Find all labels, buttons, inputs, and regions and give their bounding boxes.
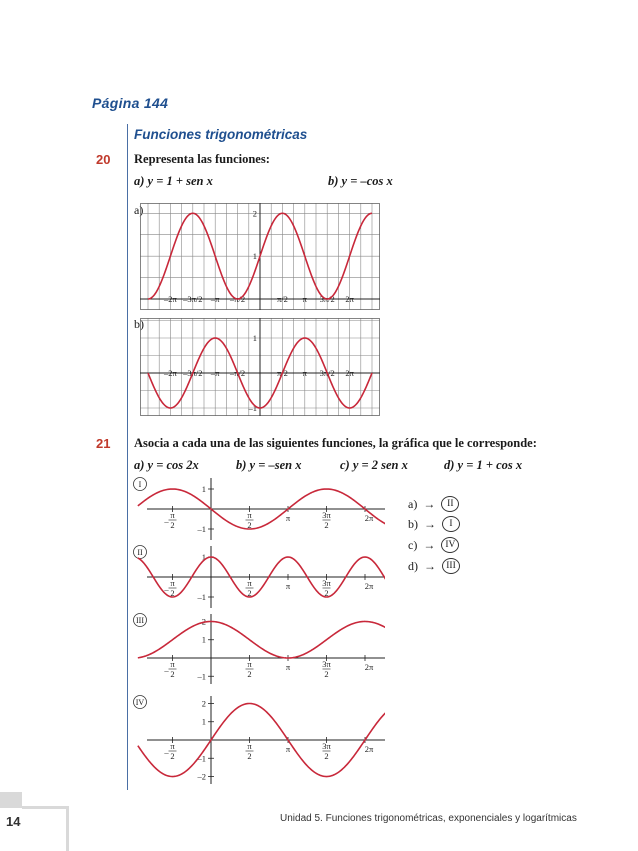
- tick-denominator: 2: [247, 751, 252, 761]
- x-tick-label: –3π/2: [183, 368, 203, 378]
- tick-denominator: 2: [324, 588, 329, 598]
- tick-numerator: 3π: [322, 510, 331, 520]
- y-tick-label: –1: [197, 524, 206, 534]
- graph-a: [140, 203, 380, 310]
- tick-denominator: 2: [324, 520, 329, 530]
- exercise-21-option-d: d) y = 1 + cos x: [444, 458, 523, 472]
- y-tick-label: 1: [252, 333, 257, 343]
- x-tick-label: 2π: [345, 294, 354, 304]
- tick-denominator: 2: [247, 588, 252, 598]
- tick-denominator: 2: [170, 669, 175, 679]
- tick-minus-sign: –: [164, 584, 169, 594]
- tick-numerator: π: [247, 741, 252, 751]
- exercise-21-option-b: b) y = –sen x: [236, 458, 302, 472]
- graph-label-text: III: [136, 616, 144, 625]
- function-curve: [138, 621, 385, 658]
- graph-label-text: II: [137, 548, 143, 557]
- graph-label-text: I: [138, 480, 142, 489]
- tick-denominator: 2: [247, 520, 252, 530]
- answer-letter: c): [408, 537, 418, 552]
- y-tick-label: –2: [197, 771, 206, 782]
- graph-label-text: IV: [135, 698, 145, 707]
- exercise-20-function-a: a) y = 1 + sen x: [134, 174, 213, 188]
- tick-numerator: π: [170, 741, 175, 751]
- tick-pi: π: [285, 513, 291, 523]
- section-title: Funciones trigonométricas: [134, 127, 308, 142]
- x-tick-label: –π/2: [230, 294, 246, 304]
- graph-a-label: a): [134, 203, 144, 217]
- answer-d: [408, 558, 460, 574]
- tick-numerator: 3π: [322, 741, 331, 751]
- footer-text: Unidad 5. Funciones trigonométricas, exponenciales y logarítmicas: [280, 813, 577, 824]
- tick-numerator: π: [170, 510, 175, 520]
- y-tick-label: 1: [201, 716, 206, 727]
- answer-graph-badge: IV: [441, 537, 459, 553]
- tick-denominator: 2: [170, 751, 175, 761]
- y-tick-label: 2: [252, 208, 257, 219]
- x-tick-label: –π: [210, 294, 220, 304]
- tick-minus-sign: –: [164, 665, 169, 675]
- tick-denominator: 2: [170, 588, 175, 598]
- stair-decoration: [66, 806, 69, 851]
- graph-I: [125, 476, 385, 542]
- exercise-21-option-a: a) y = cos 2x: [134, 458, 199, 472]
- y-tick-label: –1: [248, 403, 257, 413]
- y-tick-label: –1: [197, 592, 206, 602]
- x-tick-label: π/2: [276, 294, 288, 304]
- answer-c: [408, 537, 459, 553]
- stair-decoration: [0, 792, 22, 808]
- arrow-icon: →: [423, 537, 436, 552]
- tick-denominator: 2: [324, 669, 329, 679]
- tick-numerator: π: [170, 659, 175, 669]
- arrow-icon: →: [424, 558, 436, 573]
- graph-b-label: b): [134, 317, 144, 331]
- tick-numerator: π: [247, 510, 252, 520]
- y-tick-label: 2: [201, 616, 206, 627]
- x-tick-label: –π: [210, 368, 220, 378]
- tick-numerator: 3π: [322, 578, 331, 588]
- tick-pi: π: [285, 662, 291, 672]
- x-tick-label: 3π/2: [319, 294, 335, 304]
- x-tick-label: π/2: [276, 368, 288, 378]
- answer-letter: b): [408, 516, 418, 531]
- tick-pi: π: [285, 744, 291, 754]
- exercise-21-statement: Asocia a cada una de las siguientes funciones, la gráfica que le corresponde:: [134, 436, 537, 450]
- page-heading: Página 144: [92, 95, 169, 111]
- answer-graph-badge: III: [442, 558, 460, 574]
- y-tick-label: 2: [201, 698, 206, 709]
- y-tick-label: 1: [201, 484, 206, 494]
- exercise-21-number: 21: [96, 436, 111, 451]
- answer-letter: a): [408, 496, 418, 511]
- arrow-icon: →: [423, 496, 436, 511]
- tick-numerator: π: [247, 659, 252, 669]
- x-tick-label: –π/2: [230, 368, 246, 378]
- tick-2pi: 2π: [364, 662, 374, 672]
- tick-numerator: 3π: [322, 659, 331, 669]
- exercise-20-function-b: b) y = –cos x: [328, 174, 393, 188]
- tick-minus-sign: –: [164, 747, 169, 757]
- arrow-icon: →: [424, 516, 436, 531]
- x-tick-label: –2π: [164, 294, 177, 304]
- graph-III: [125, 612, 385, 686]
- y-tick-label: 1: [201, 634, 206, 645]
- answer-b: [408, 516, 460, 532]
- exercise-21-option-c: c) y = 2 sen x: [340, 458, 408, 472]
- tick-2pi: 2π: [364, 581, 374, 591]
- x-tick-label: –2π: [164, 368, 177, 378]
- x-tick-label: 3π/2: [319, 368, 335, 378]
- x-tick-label: –3π/2: [183, 294, 203, 304]
- answer-graph-badge: I: [442, 516, 460, 532]
- graph-b: [140, 318, 380, 416]
- tick-minus-sign: –: [164, 516, 169, 526]
- x-tick-label: 2π: [345, 368, 354, 378]
- tick-numerator: π: [170, 578, 175, 588]
- y-tick-label: –1: [197, 753, 206, 764]
- answer-a: [408, 496, 459, 512]
- exercise-20-statement: Representa las funciones:: [134, 152, 270, 166]
- tick-denominator: 2: [324, 751, 329, 761]
- y-tick-label: –1: [197, 671, 206, 682]
- tick-2pi: 2π: [364, 513, 374, 523]
- y-tick-label: 1: [252, 251, 257, 262]
- tick-numerator: π: [247, 578, 252, 588]
- y-tick-label: 1: [201, 552, 206, 562]
- page-number: 14: [6, 814, 21, 829]
- answer-graph-badge: II: [441, 496, 459, 512]
- answer-letter: d): [408, 558, 418, 573]
- exercise-20-number: 20: [96, 152, 111, 167]
- x-tick-label: π: [302, 294, 307, 304]
- section-rule: [127, 124, 128, 790]
- graph-IV: [125, 694, 385, 786]
- tick-denominator: 2: [247, 669, 252, 679]
- tick-denominator: 2: [170, 520, 175, 530]
- graph-II: [125, 544, 385, 610]
- x-tick-label: π: [302, 368, 307, 378]
- tick-2pi: 2π: [364, 744, 374, 754]
- stair-decoration: [22, 806, 68, 809]
- tick-pi: π: [285, 581, 291, 591]
